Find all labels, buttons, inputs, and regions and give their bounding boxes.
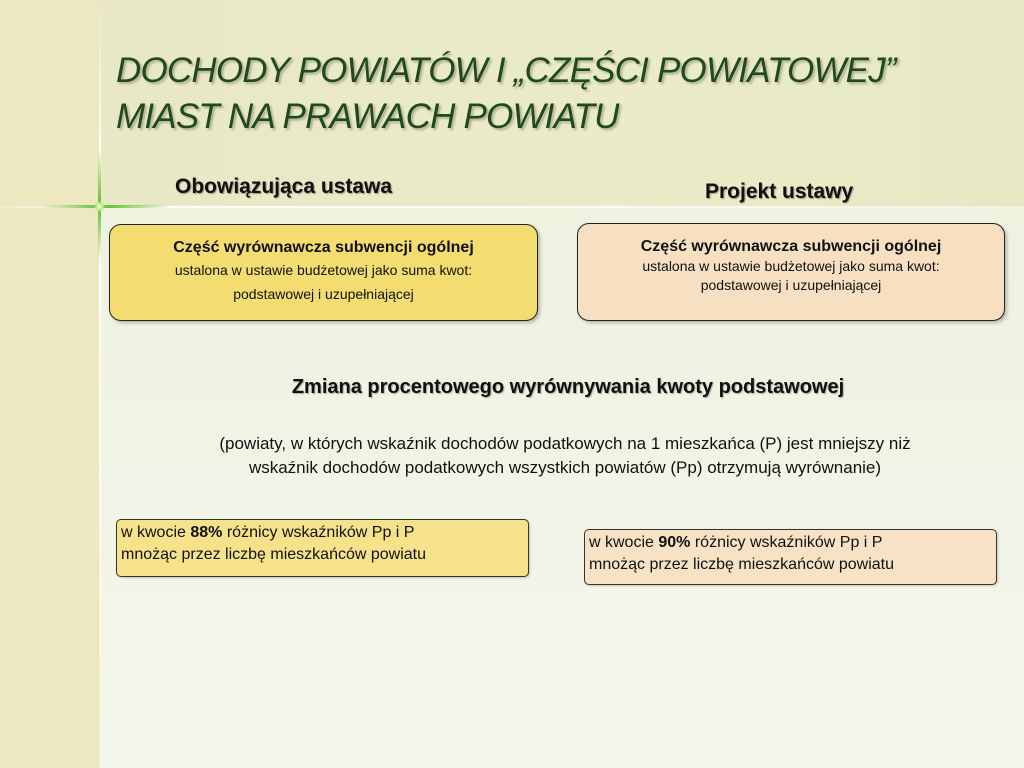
left-rate-prefix: w kwocie — [121, 524, 191, 541]
middle-heading: Zmiana procentowego wyrównywania kwoty podstawowej — [291, 376, 845, 398]
left-rate-value: 88% — [190, 524, 223, 541]
note-line-2: wskaźnik dochodów podatkowych wszystkich powiatów (Pp) otrzymują wyrównanie) — [248, 458, 882, 477]
right-box-text-1: ustalona w ustawie budżetowej jako suma kwot: — [642, 258, 940, 274]
left-rate-line-1 — [121, 522, 524, 544]
right-rate-prefix: w kwocie — [589, 534, 659, 551]
left-rate-box — [116, 519, 529, 577]
right-rate-line-2: mnożąc przez liczbę mieszkańców powiatu — [589, 556, 895, 573]
slide-title — [116, 48, 996, 140]
note-line-1: (powiaty, w których wskaźnik dochodów podatkowych na 1 mieszkańca (P) jest mniejszy niż — [219, 434, 911, 453]
title-line-1: DOCHODY POWIATÓW I „CZĘŚCI POWIATOWEJ” — [116, 51, 896, 90]
right-box-title: Część wyrównawcza subwencji ogólnej — [640, 238, 942, 255]
title-line-2: MIAST NA PRAWACH POWIATU — [116, 97, 619, 136]
left-subsidy-box — [109, 224, 538, 321]
left-rate-line-2: mnożąc przez liczbę mieszkańców powiatu — [121, 546, 427, 563]
left-box-text-2: podstawowej i uzupełniającej — [233, 286, 414, 302]
sparkle-horizontal — [40, 205, 170, 208]
right-box-text-2: podstawowej i uzupełniającej — [700, 277, 882, 293]
right-rate-suffix: różnicy wskaźników Pp i P — [690, 534, 883, 551]
explanatory-note — [130, 432, 1000, 480]
right-rate-line-1 — [589, 532, 992, 554]
right-column-heading: Projekt ustawy — [705, 180, 854, 203]
left-box-title: Część wyrównawcza subwencji ogólnej — [173, 239, 474, 256]
left-column-heading: Obowiązująca ustawa — [175, 175, 393, 198]
sparkle-icon — [94, 201, 105, 212]
left-box-text-1: ustalona w ustawie budżetowej jako suma kwot: — [174, 262, 473, 278]
left-rate-suffix: różnicy wskaźników Pp i P — [222, 524, 415, 541]
right-subsidy-box — [577, 223, 1005, 321]
right-rate-box — [584, 529, 997, 585]
right-rate-value: 90% — [658, 534, 691, 551]
